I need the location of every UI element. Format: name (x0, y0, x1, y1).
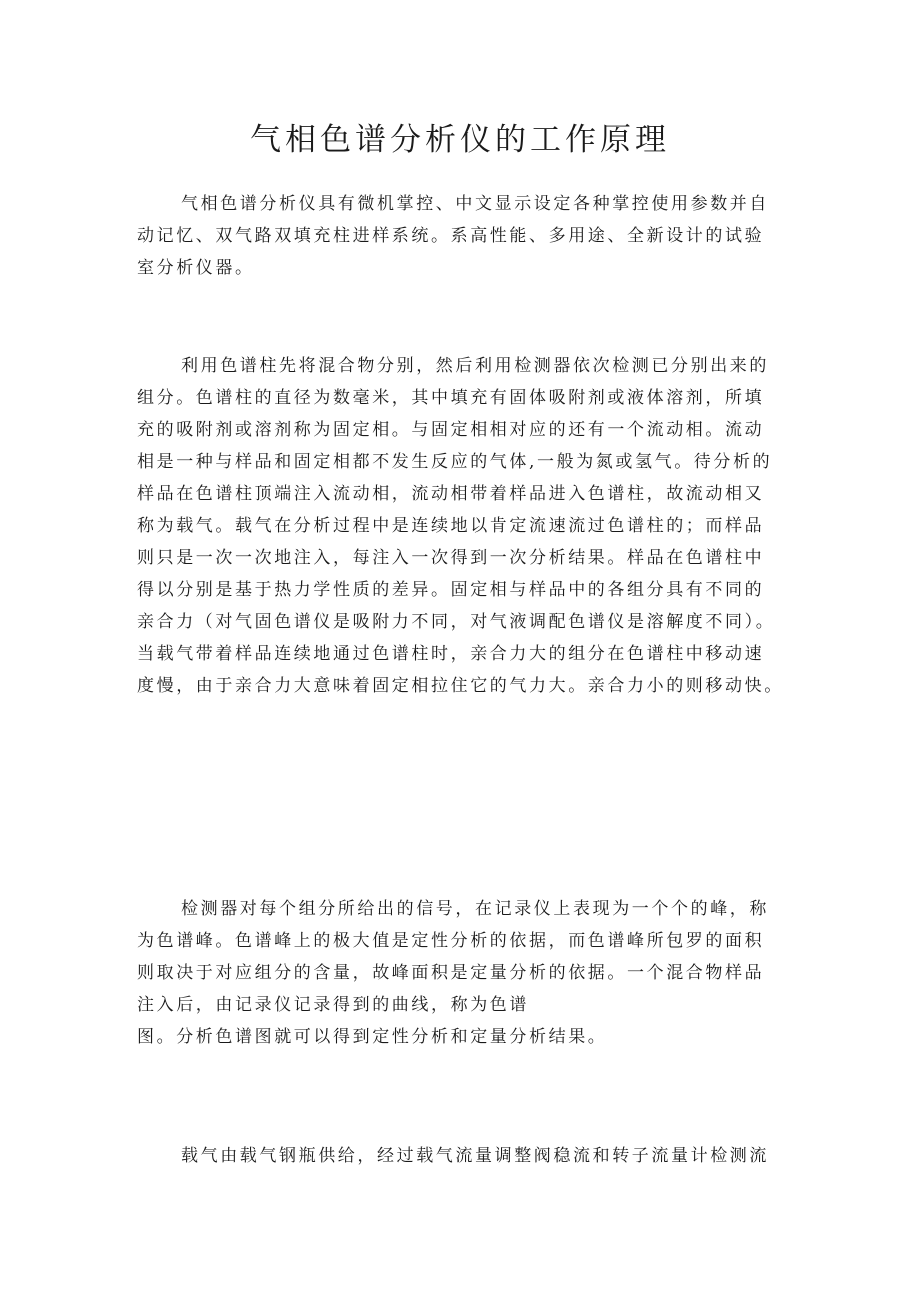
paragraph-2 (137, 350, 793, 702)
text-line: 室分析仪器。 (137, 258, 255, 278)
paragraph-1 (137, 188, 793, 284)
paragraph-3 (137, 893, 793, 1053)
text-line: 注入后，由记录仪记录得到的曲线，称为色谱 (137, 995, 529, 1015)
text-line: 充的吸附剂或溶剂称为固定相。与固定相相对应的还有一个流动相。流动 (137, 420, 765, 440)
text-line: 载气由载气钢瓶供给，经过载气流量调整阀稳流和转子流量计检测流 (181, 1146, 769, 1166)
text-line: 图。分析色谱图就可以得到定性分析和定量分析结果。 (137, 1027, 608, 1047)
text-line: 组分。色谱柱的直径为数毫米，其中填充有固体吸附剂或液体溶剂，所填 (137, 388, 765, 408)
text-line: 气相色谱分析仪具有微机掌控、中文显示设定各种掌控使用参数并自 (181, 194, 769, 214)
text-line: 度慢，由于亲合力大意味着固定相拉住它的气力大。亲合力小的则移动快。 (137, 676, 784, 696)
text-line: 亲合力（对气固色谱仪是吸附力不同，对气液调配色谱仪是溶解度不同）。 (137, 612, 776, 632)
text-line: 得以分别是基于热力学性质的差异。固定相与样品中的各组分具有不同的 (137, 580, 765, 600)
text-line: 检测器对每个组分所给出的信号，在记录仪上表现为一个个的峰，称 (181, 899, 769, 919)
text-line: 动记忆、双气路双填充柱进样系统。系高性能、多用途、全新设计的试验 (137, 226, 765, 246)
text-line: 称为载气。载气在分析过程中是连续地以肯定流速流过色谱柱的；而样品 (137, 516, 765, 536)
text-line: 利用色谱柱先将混合物分别，然后利用检测器依次检测已分别出来的 (181, 356, 769, 376)
text-line: 则只是一次一次地注入，每注入一次得到一次分析结果。样品在色谱柱中 (137, 548, 765, 568)
text-line: 为色谱峰。色谱峰上的极大值是定性分析的依据，而色谱峰所包罗的面积 (137, 931, 765, 951)
text-line: 样品在色谱柱顶端注入流动相，流动相带着样品进入色谱柱，故流动相又 (137, 484, 765, 504)
paragraph-4 (137, 1140, 793, 1172)
text-line: 相是一种与样品和固定相都不发生反应的气体,一般为氮或氢气。待分析的 (137, 452, 773, 472)
text-line: 则取决于对应组分的含量，故峰面积是定量分析的依据。一个混合物样品 (137, 963, 765, 983)
document-title: 气相色谱分析仪的工作原理 (250, 122, 670, 158)
text-line: 当载气带着样品连续地通过色谱柱时，亲合力大的组分在色谱柱中移动速 (137, 644, 765, 664)
